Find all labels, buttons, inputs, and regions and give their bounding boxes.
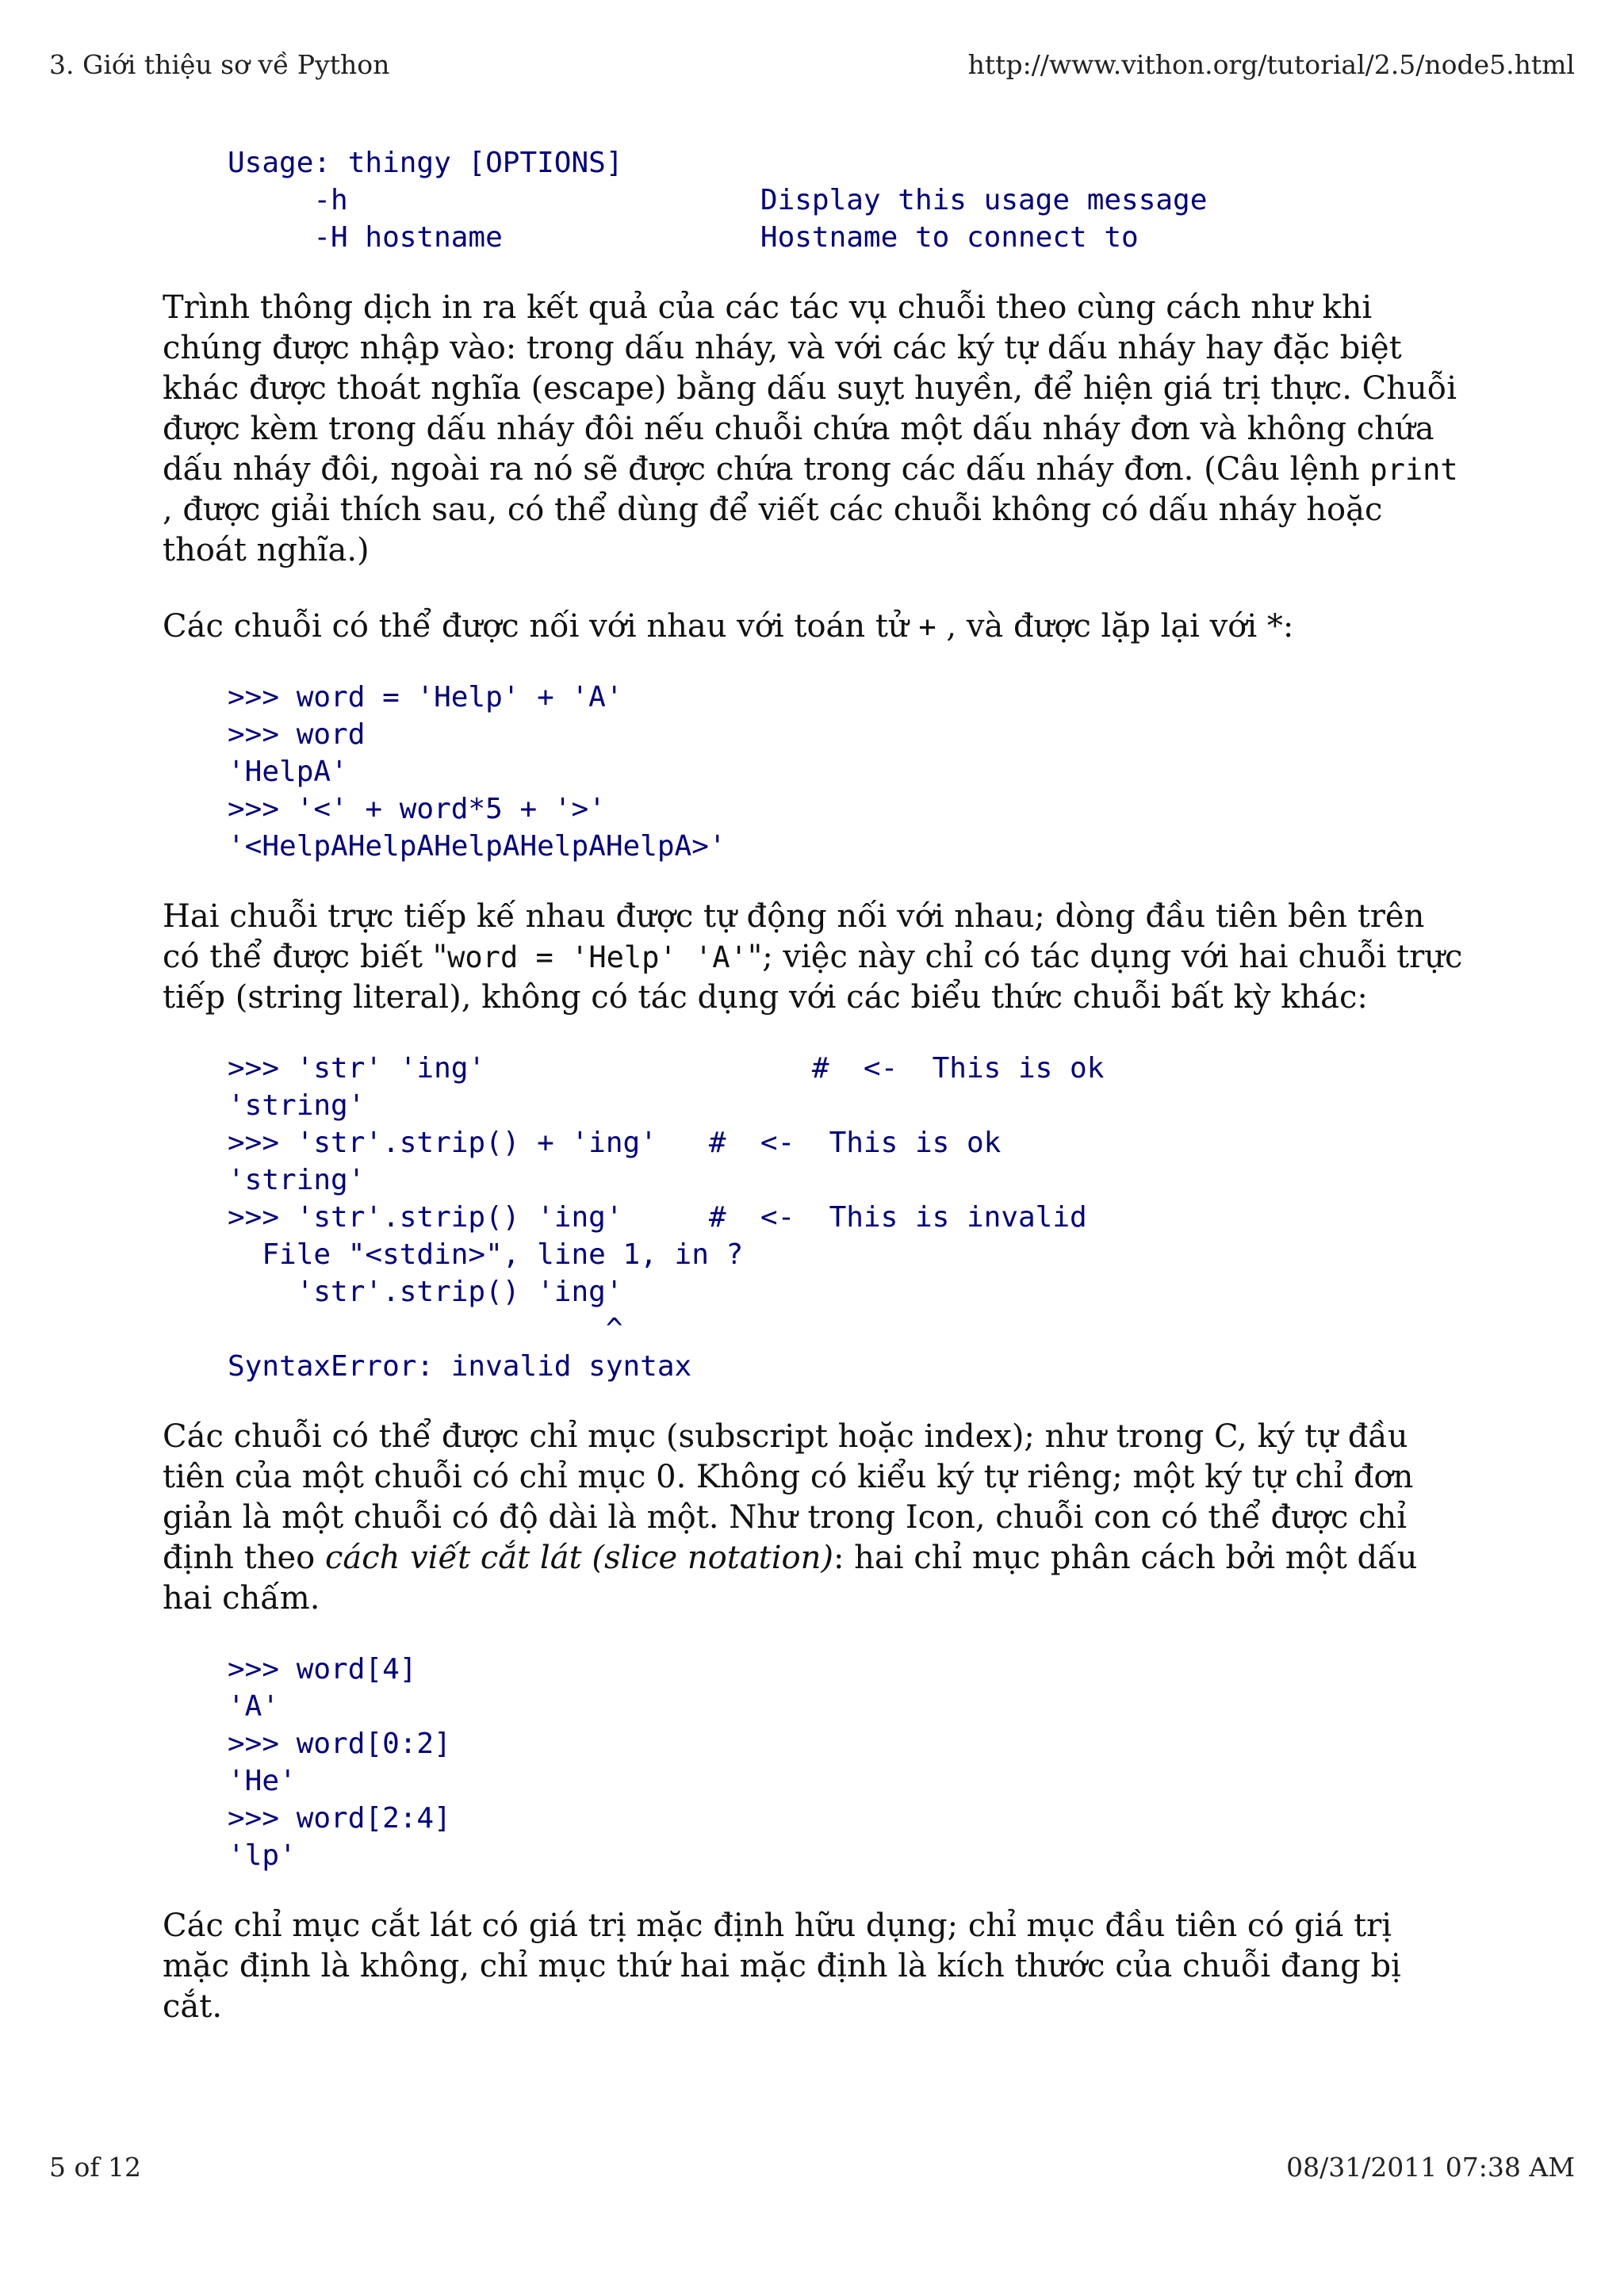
text-segment: , được giải thích sau, có thể dùng để viết các chuỗi không có dấu nháy hoặc thoát nghĩa.) [163,492,1383,568]
page-title: 3. Giới thiệu sơ về Python [49,49,390,80]
inline-code: + [918,610,936,644]
code-block-usage: Usage: thingy [OPTIONS] -h Display this usage message -H hostname Hostname to connect to [228,147,1208,254]
text-segment: : hai chỉ mục phân cách bởi một dấu hai chấm. [163,1540,1418,1617]
paragraph-concatenation [163,607,1463,647]
text-segment: Các chuỗi có thể được chỉ mục (subscript hoặc index); như trong C, ký tự đầu tiên của một chuỗi có chỉ mục 0. Không có kiểu ký tự riêng; một ký tự chỉ đơn giản là một chuỗi có độ dài là một. Như trong Icon, chuỗi con có thể được chỉ định theo [163,1418,1414,1576]
text-segment: Trình thông dịch in ra kết quả của các tác vụ chuỗi theo cùng cách như khi chúng được nhập vào: trong dấu nháy, và với các ký tự dấu nháy hay đặc biệt khác được thoát nghĩa (escape) bằng dấu suỵt huyền, để hiện giá trị thực. Chuỗi được kèm trong dấu nháy đôi nếu chuỗi chứa một dấu nháy đơn và không chứa dấu nháy đôi, ngoài ra nó sẽ được chứa trong các dấu nháy đơn. (Câu lệnh [163,289,1457,488]
text-segment: Các chuỗi có thể được nối với nhau với toán tử [163,608,919,645]
code-block-strip: >>> 'str' 'ing' # <- This is ok 'string' >>> 'str'.strip() + 'ing' # <- This is ok 'string' >>> 'str'.strip() 'ing' # <- This is invalid File "<stdin>", line 1, in ? 'str'.strip() 'ing' ^ SyntaxError: invalid syntax [228,1052,1105,1383]
print-footer [49,2152,1575,2183]
inline-code: word = 'Help' 'A' [447,940,748,974]
text-segment: , và được lặp lại với *: [936,608,1294,645]
paragraph-literal-concatenation [163,897,1463,1018]
text-segment: Hai chuỗi trực tiếp kế nhau được tự động nối với nhau; dòng đầu tiên bên trên có thể được biết " [163,898,1425,975]
page-content [163,144,1463,2027]
page-number: 5 of 12 [49,2152,142,2183]
text-segment: "; việc này chỉ có tác dụng với hai chuỗi trực tiếp (string literal), không có tác dụng với các biểu thức chuỗi bất kỳ khác: [163,939,1463,1016]
print-datetime: 08/31/2011 07:38 AM [1286,2152,1575,2183]
paragraph-indexing [163,1417,1463,1619]
code-block-slicing: >>> word[4] 'A' >>> word[0:2] 'He' >>> word[2:4] 'lp' [228,1653,451,1872]
paragraph-string-output [163,288,1463,571]
code-block-concatenation: >>> word = 'Help' + 'A' >>> word 'HelpA' >>> '<' + word*5 + '>' '<HelpAHelpAHelpAHelpAHelpA>' [228,681,726,863]
paragraph-slice-defaults: Các chỉ mục cắt lát có giá trị mặc định hữu dụng; chỉ mục đầu tiên có giá trị mặc định là không, chỉ mục thứ hai mặc định là kích thước của chuỗi đang bị cắt. [163,1908,1401,2025]
inline-code: print [1369,453,1458,487]
emphasis-text: cách viết cắt lát (slice notation) [324,1540,833,1576]
page-url: http://www.vithon.org/tutorial/2.5/node5.html [967,49,1575,80]
print-header [49,49,1575,80]
